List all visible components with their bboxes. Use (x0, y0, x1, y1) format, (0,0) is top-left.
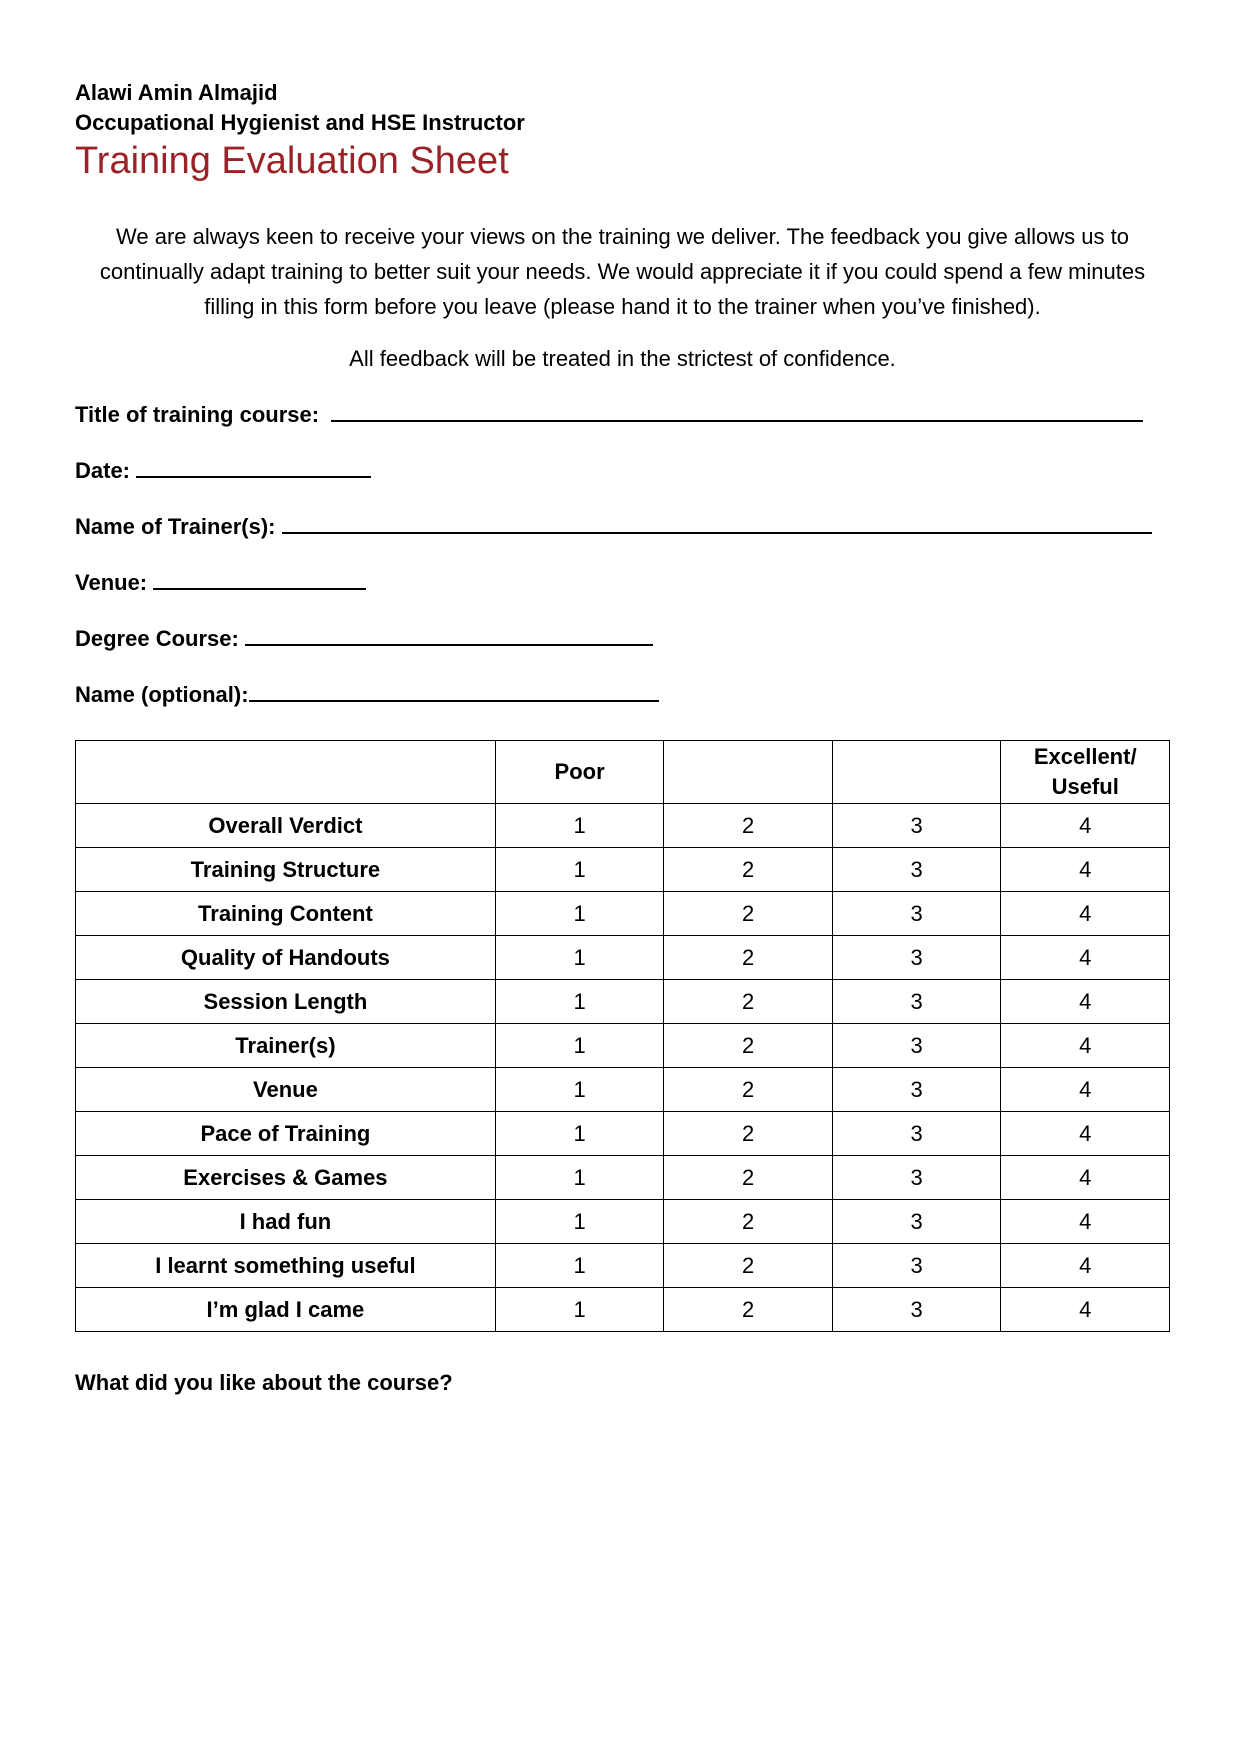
field-trainer-name[interactable] (75, 504, 1170, 560)
field-venue[interactable] (75, 560, 1170, 616)
rating-option-2[interactable]: 2 (664, 1024, 833, 1068)
rating-option-1[interactable]: 1 (495, 1068, 664, 1112)
field-degree-course[interactable] (75, 616, 1170, 672)
rating-option-3[interactable]: 3 (832, 1112, 1001, 1156)
rating-option-4[interactable]: 4 (1001, 1244, 1170, 1288)
table-row (76, 1112, 1170, 1156)
criterion-label: Session Length (76, 980, 496, 1024)
field-date[interactable] (75, 448, 1170, 504)
rating-option-2[interactable]: 2 (664, 1288, 833, 1332)
rating-option-4[interactable]: 4 (1001, 1288, 1170, 1332)
rating-option-3[interactable]: 3 (832, 980, 1001, 1024)
venue-input-line[interactable] (153, 566, 366, 590)
author-role: Occupational Hygienist and HSE Instructor (75, 110, 525, 135)
table-row (76, 892, 1170, 936)
table-row (76, 1288, 1170, 1332)
field-label: Name (optional): (75, 682, 249, 707)
page-title: Training Evaluation Sheet (75, 140, 509, 182)
trainer-name-input-line[interactable] (282, 510, 1152, 534)
table-row (76, 848, 1170, 892)
table-row (76, 1068, 1170, 1112)
rating-option-3[interactable]: 3 (832, 1156, 1001, 1200)
degree-course-input-line[interactable] (245, 622, 653, 646)
rating-option-1[interactable]: 1 (495, 1288, 664, 1332)
rating-option-4[interactable]: 4 (1001, 892, 1170, 936)
header-excellent-line2: Useful (1051, 774, 1119, 799)
rating-option-2[interactable]: 2 (664, 848, 833, 892)
criterion-label: I had fun (76, 1200, 496, 1244)
rating-option-4[interactable]: 4 (1001, 1068, 1170, 1112)
criterion-label: Pace of Training (76, 1112, 496, 1156)
rating-option-3[interactable]: 3 (832, 1200, 1001, 1244)
table-row (76, 980, 1170, 1024)
header-blank-3 (832, 741, 1001, 804)
form-fields (75, 392, 1170, 728)
rating-option-2[interactable]: 2 (664, 804, 833, 848)
rating-option-1[interactable]: 1 (495, 1244, 664, 1288)
criterion-label: Training Structure (76, 848, 496, 892)
header-criteria (76, 741, 496, 804)
rating-option-3[interactable]: 3 (832, 804, 1001, 848)
rating-option-1[interactable]: 1 (495, 892, 664, 936)
rating-option-2[interactable]: 2 (664, 1068, 833, 1112)
rating-option-1[interactable]: 1 (495, 1156, 664, 1200)
author-name: Alawi Amin Almajid (75, 80, 278, 105)
intro-paragraph: We are always keen to receive your views on the training we deliver. The feedback you give allows us to continually adapt training to better suit your needs. We would appreciate it if you could spend a few minutes filling in this form before you leave (please hand it to the trainer when you’ve finished). (99, 224, 1146, 319)
date-input-line[interactable] (136, 454, 371, 478)
field-label: Name of Trainer(s): (75, 514, 276, 539)
rating-option-3[interactable]: 3 (832, 1288, 1001, 1332)
course-title-input-line[interactable] (331, 398, 1143, 422)
rating-option-4[interactable]: 4 (1001, 1024, 1170, 1068)
field-course-title[interactable] (75, 392, 1170, 448)
rating-option-1[interactable]: 1 (495, 1200, 664, 1244)
criterion-label: I’m glad I came (76, 1288, 496, 1332)
table-row (76, 1024, 1170, 1068)
criterion-label: Trainer(s) (76, 1024, 496, 1068)
rating-option-3[interactable]: 3 (832, 1024, 1001, 1068)
field-label: Degree Course: (75, 626, 239, 651)
rating-option-1[interactable]: 1 (495, 804, 664, 848)
header-excellent-line1: Excellent/ (1033, 744, 1137, 769)
question-liked: What did you like about the course? (75, 1370, 453, 1395)
confidentiality-note: All feedback will be treated in the strictest of confidence. (349, 346, 896, 371)
criterion-label: Training Content (76, 892, 496, 936)
rating-option-1[interactable]: 1 (495, 936, 664, 980)
rating-option-2[interactable]: 2 (664, 1112, 833, 1156)
rating-option-4[interactable]: 4 (1001, 1112, 1170, 1156)
rating-table-body (76, 804, 1170, 1332)
field-label: Title of training course: (75, 402, 320, 427)
criterion-label: Quality of Handouts (76, 936, 496, 980)
header-excellent (1001, 741, 1170, 804)
header-poor: Poor (495, 741, 664, 804)
criterion-label: I learnt something useful (76, 1244, 496, 1288)
criterion-label: Overall Verdict (76, 804, 496, 848)
name-input-line[interactable] (249, 678, 659, 702)
rating-option-2[interactable]: 2 (664, 1156, 833, 1200)
table-row (76, 936, 1170, 980)
rating-option-3[interactable]: 3 (832, 936, 1001, 980)
table-row (76, 1156, 1170, 1200)
rating-option-4[interactable]: 4 (1001, 980, 1170, 1024)
evaluation-sheet (75, 78, 1170, 1396)
rating-option-2[interactable]: 2 (664, 1244, 833, 1288)
field-name-optional[interactable] (75, 672, 1170, 728)
rating-option-2[interactable]: 2 (664, 980, 833, 1024)
rating-option-4[interactable]: 4 (1001, 848, 1170, 892)
criterion-label: Venue (76, 1068, 496, 1112)
table-row (76, 804, 1170, 848)
rating-option-3[interactable]: 3 (832, 892, 1001, 936)
rating-option-3[interactable]: 3 (832, 848, 1001, 892)
field-label: Venue: (75, 570, 148, 595)
rating-option-4[interactable]: 4 (1001, 1200, 1170, 1244)
rating-option-4[interactable]: 4 (1001, 804, 1170, 848)
table-row (76, 1200, 1170, 1244)
rating-option-2[interactable]: 2 (664, 892, 833, 936)
rating-option-1[interactable]: 1 (495, 1024, 664, 1068)
rating-option-4[interactable]: 4 (1001, 1156, 1170, 1200)
rating-option-1[interactable]: 1 (495, 980, 664, 1024)
table-header-row (76, 741, 1170, 804)
header-blank-2 (664, 741, 833, 804)
rating-option-4[interactable]: 4 (1001, 936, 1170, 980)
table-row (76, 1244, 1170, 1288)
rating-option-3[interactable]: 3 (832, 1068, 1001, 1112)
criterion-label: Exercises & Games (76, 1156, 496, 1200)
field-label: Date: (75, 458, 131, 483)
rating-option-1[interactable]: 1 (495, 848, 664, 892)
rating-option-2[interactable]: 2 (664, 936, 833, 980)
rating-option-3[interactable]: 3 (832, 1244, 1001, 1288)
rating-table (75, 740, 1170, 1332)
rating-option-1[interactable]: 1 (495, 1112, 664, 1156)
rating-option-2[interactable]: 2 (664, 1200, 833, 1244)
